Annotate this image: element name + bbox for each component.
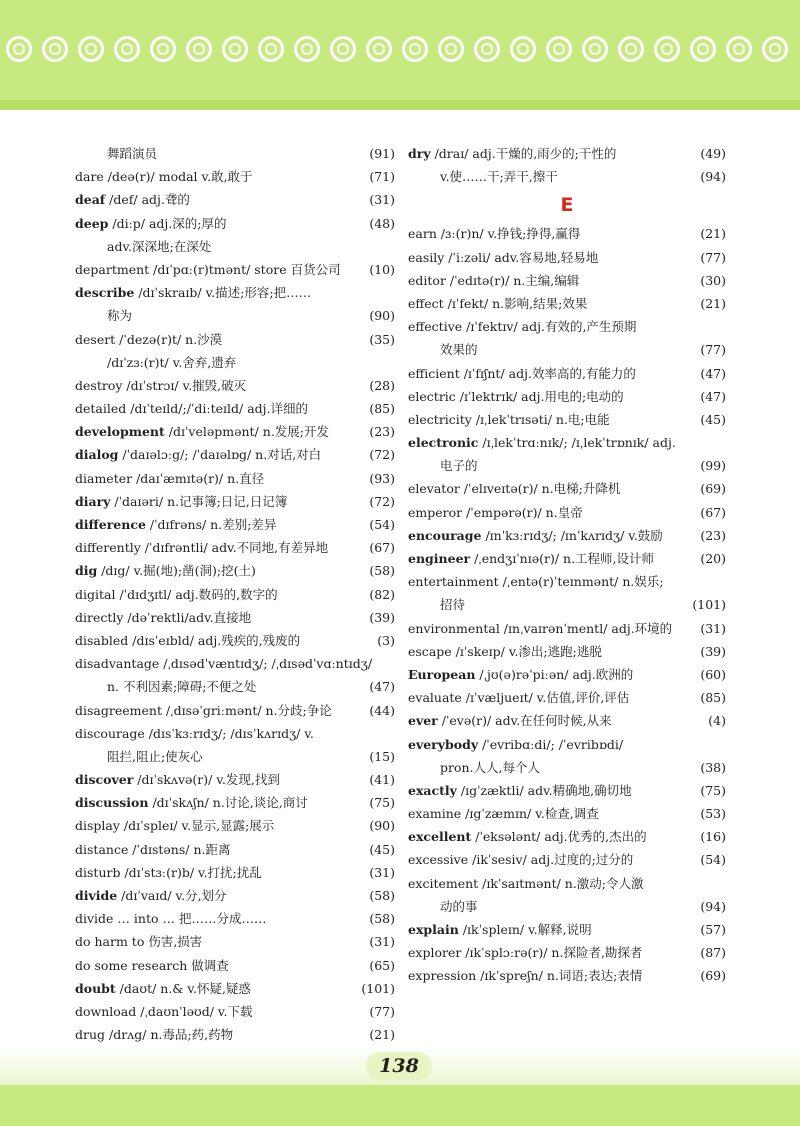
entry-text: easily /ˈiːzəli/ adv.容易地,轻易地 — [408, 249, 599, 265]
glossary-entry — [408, 756, 726, 779]
entry-text: examine /ɪgˈzæmɪn/ v.检查,调查 — [408, 806, 599, 822]
entry-text: deep /diːp/ adj.深的;厚的 — [75, 215, 227, 231]
entry-text: detailed /dɪˈteɪld/;/ˈdiːteɪld/ adj.详细的 — [75, 401, 308, 417]
glossary-entry — [75, 814, 395, 837]
entry-page-ref: (101) — [361, 980, 395, 996]
glossary-entry — [75, 606, 395, 629]
entry-text: explain /ɪkˈspleɪn/ v.解释,说明 — [408, 922, 592, 937]
glossary-entry — [75, 745, 395, 768]
entry-page-ref: (23) — [700, 527, 726, 543]
glossary-entry — [408, 524, 726, 547]
glossary-entry — [75, 1023, 395, 1046]
entry-text: doubt /daʊt/ n.& v.怀疑,疑惑 — [75, 980, 251, 996]
entry-text: earn /ɜː(r)n/ v.挣钱;挣得,赢得 — [408, 226, 581, 242]
ring-icon — [294, 36, 320, 62]
entry-text: development /dɪˈveləpmənt/ n.发展;开发 — [75, 424, 330, 440]
entry-page-ref: (53) — [700, 806, 726, 822]
headword: divide — [75, 888, 118, 903]
entry-text: encourage /ɪnˈkɜːrɪdʒ/; /ɪnˈkʌrɪdʒ/ v.鼓励 — [408, 527, 663, 543]
section-letter-e: E — [560, 194, 574, 217]
headword: ever — [408, 713, 438, 729]
glossary-entry — [408, 292, 726, 315]
glossary-entry — [408, 617, 726, 640]
glossary-entry — [408, 385, 726, 408]
header-band-lower — [0, 100, 800, 110]
entry-text: difference /ˈdɪfrəns/ n.差别;差异 — [75, 517, 277, 532]
entry-page-ref: (47) — [700, 365, 726, 381]
entry-page-ref: (31) — [369, 192, 395, 208]
glossary-entry — [75, 374, 395, 397]
glossary-entry — [408, 895, 726, 918]
page-number: 138 — [366, 1052, 432, 1080]
glossary-entry — [75, 258, 395, 281]
entry-text: 动的事 — [440, 898, 478, 914]
ring-icon — [762, 36, 788, 62]
entry-text: engineer /ˌendʒɪˈnɪə(r)/ n.工程师,设计师 — [408, 551, 655, 566]
headword: dry — [408, 146, 431, 161]
entry-text: 电子的 — [440, 458, 478, 474]
glossary-entry — [75, 861, 395, 884]
entry-text: deaf /def/ adj.聋的 — [75, 192, 190, 208]
glossary-entry — [408, 964, 726, 987]
entry-page-ref: (35) — [369, 331, 395, 347]
entry-page-ref: (75) — [700, 782, 726, 798]
entry-text: environmental /ɪnˌvaɪrənˈmentl/ adj.环境的 — [408, 620, 673, 636]
headword: dialog — [75, 447, 119, 463]
headword: deep — [75, 215, 109, 231]
glossary-entry — [408, 431, 726, 454]
ring-icon — [222, 36, 248, 62]
entry-text: divide /dɪˈvaɪd/ v.分,划分 — [75, 888, 227, 903]
headword: European — [408, 666, 476, 682]
entry-page-ref: (47) — [369, 679, 395, 695]
glossary-entry — [75, 304, 395, 327]
glossary-entry — [408, 246, 726, 269]
entry-page-ref: (99) — [700, 458, 726, 474]
glossary-entry — [408, 686, 726, 709]
entry-text: 效果的 — [440, 342, 478, 358]
entry-text: do some research 做调查 — [75, 957, 229, 973]
entry-text: entertainment /ˌentə(r)ˈteɪnmənt/ n.娱乐; — [408, 574, 664, 590]
ring-icon — [330, 36, 356, 62]
glossary-entry — [408, 802, 726, 825]
ring-icon — [438, 36, 464, 62]
glossary-entry — [75, 699, 395, 722]
entry-text: 称为 — [107, 308, 133, 324]
entry-page-ref: (90) — [369, 308, 395, 324]
entry-text: emperor /ˈempərə(r)/ n.皇帝 — [408, 504, 583, 520]
entry-page-ref: (15) — [369, 748, 395, 764]
entry-page-ref: (30) — [700, 272, 726, 288]
entry-page-ref: (87) — [700, 945, 726, 961]
entry-page-ref: (60) — [700, 666, 726, 682]
glossary-entry — [75, 722, 395, 745]
entry-page-ref: (65) — [369, 957, 395, 973]
glossary-entry — [408, 547, 726, 570]
entry-page-ref: (94) — [700, 169, 726, 185]
entry-text: everybody /ˈevribɑːdi/; /ˈevribɒdi/ — [408, 736, 624, 752]
entry-text: efficient /ɪˈfɪʃnt/ adj.效率高的,有能力的 — [408, 365, 636, 381]
ring-icon — [546, 36, 572, 62]
glossary-entry — [75, 467, 395, 490]
headword: dig — [75, 563, 98, 579]
glossary-entry — [75, 165, 395, 188]
glossary-entry — [75, 675, 395, 698]
ring-icon — [690, 36, 716, 62]
entry-text: expression /ɪkˈspreʃn/ n.词语;表达;表情 — [408, 968, 643, 984]
ring-icon — [78, 36, 104, 62]
glossary-entry — [75, 328, 395, 351]
headword: difference — [75, 517, 146, 532]
headword: engineer — [408, 551, 471, 566]
entry-text: adv.深深地;在深处 — [107, 238, 212, 254]
ring-icon — [366, 36, 392, 62]
headword: explain — [408, 922, 459, 937]
glossary-entry — [75, 884, 395, 907]
entry-text: differently /ˈdɪfrəntli/ adv.不同地,有差异地 — [75, 540, 329, 556]
headword: encourage — [408, 527, 482, 543]
glossary-entry — [75, 397, 395, 420]
glossary-entry — [408, 593, 726, 616]
glossary-entry — [75, 930, 395, 953]
entry-page-ref: (69) — [700, 968, 726, 984]
entry-text: divide … into … 把……分成…… — [75, 911, 267, 927]
entry-text: effective /ɪˈfektɪv/ adj.有效的,产生预期 — [408, 319, 637, 335]
glossary-entry — [75, 142, 395, 165]
entry-page-ref: (93) — [369, 470, 395, 486]
entry-page-ref: (23) — [369, 424, 395, 440]
entry-text: pron.人人,每个人 — [440, 759, 541, 775]
entry-text: do harm to 伤害,损害 — [75, 934, 203, 950]
glossary-entry — [408, 848, 726, 871]
entry-page-ref: (4) — [708, 713, 726, 729]
entry-text: effect /ɪˈfekt/ n.影响,结果;效果 — [408, 295, 588, 311]
glossary-entry — [408, 663, 726, 686]
entry-page-ref: (39) — [369, 609, 395, 625]
glossary-entry — [408, 733, 726, 756]
entry-text: electricity /ɪˌlekˈtrɪsəti/ n.电;电能 — [408, 411, 610, 427]
glossary-entry — [75, 977, 395, 1000]
entry-page-ref: (71) — [369, 169, 395, 185]
glossary-entry — [75, 629, 395, 652]
glossary-entry — [408, 779, 726, 802]
ring-icon — [6, 36, 32, 62]
entry-page-ref: (58) — [369, 911, 395, 927]
ring-icon — [510, 36, 536, 62]
glossary-entry — [408, 501, 726, 524]
entry-text: directly /dəˈrektli/adv.直接地 — [75, 609, 252, 625]
entry-text: disturb /dɪˈstɜː(r)b/ v.打扰;扰乱 — [75, 864, 262, 880]
entry-page-ref: (16) — [700, 829, 726, 845]
entry-text: display /dɪˈspleɪ/ v.显示,显露;展示 — [75, 818, 275, 834]
glossary-entry — [75, 907, 395, 930]
glossary-entry — [408, 640, 726, 663]
headword: development — [75, 424, 165, 440]
headword: diary — [75, 493, 111, 509]
entry-text: destroy /dɪˈstrɔɪ/ v.摧毁,破灭 — [75, 377, 247, 393]
glossary-entry — [75, 838, 395, 861]
entry-page-ref: (45) — [369, 841, 395, 857]
entry-text: desert /ˈdezə(r)t/ n.沙漠 — [75, 331, 223, 347]
glossary-entry — [408, 408, 726, 431]
glossary-entry — [75, 791, 395, 814]
entry-text: evaluate /ɪˈvæljueɪt/ v.估值,评价,评估 — [408, 690, 630, 706]
entry-page-ref: (54) — [700, 852, 726, 868]
glossary-entry — [75, 536, 395, 559]
glossary-entry — [75, 420, 395, 443]
entry-page-ref: (48) — [369, 215, 395, 231]
entry-page-ref: (72) — [369, 493, 395, 509]
glossary-entry — [75, 1000, 395, 1023]
glossary-entry — [408, 918, 726, 941]
entry-page-ref: (91) — [369, 146, 395, 161]
entry-text: v.使……干;弄干,擦干 — [440, 169, 558, 185]
entry-text: excitement /ɪkˈsaɪtmənt/ n.激动;令人激 — [408, 875, 644, 891]
headword: discussion — [75, 795, 149, 811]
headword: exactly — [408, 782, 457, 798]
entry-page-ref: (38) — [700, 759, 726, 775]
entry-page-ref: (45) — [700, 411, 726, 427]
ring-icon — [42, 36, 68, 62]
glossary-entry — [408, 825, 726, 848]
entry-text: dialog /ˈdaɪəlɔːg/; /ˈdaɪəlɒg/ n.对话,对白 — [75, 447, 322, 463]
headword: doubt — [75, 980, 116, 996]
entry-text: discussion /dɪˈskʌʃn/ n.讨论,谈论,商讨 — [75, 795, 308, 811]
entry-page-ref: (54) — [369, 517, 395, 532]
glossary-entry — [75, 652, 395, 675]
entry-text: digital /ˈdɪdʒɪtl/ adj.数码的,数字的 — [75, 586, 278, 602]
entry-page-ref: (75) — [369, 795, 395, 811]
entry-page-ref: (77) — [369, 1003, 395, 1019]
entry-page-ref: (39) — [700, 643, 726, 659]
headword: electronic — [408, 435, 479, 451]
glossary-entry — [408, 338, 726, 361]
entry-text: describe /dɪˈskraɪb/ v.描述;形容;把…… — [75, 285, 312, 301]
entry-text: excessive /ikˈsesiv/ adj.过度的;过分的 — [408, 852, 634, 868]
glossary-entry — [75, 212, 395, 235]
entry-text: editor /ˈedɪtə(r)/ n.主编,编辑 — [408, 272, 580, 288]
entry-page-ref: (94) — [700, 898, 726, 914]
entry-text: disabled /dɪsˈeɪbld/ adj.残疾的,残废的 — [75, 632, 301, 648]
headword: everybody — [408, 736, 479, 752]
glossary-entry — [408, 315, 726, 338]
entry-page-ref: (58) — [369, 563, 395, 579]
right-column — [408, 142, 726, 988]
ring-icon — [618, 36, 644, 62]
entry-page-ref: (28) — [369, 377, 395, 393]
entry-text: dry /draɪ/ adj.干燥的,雨少的;干性的 — [408, 146, 617, 161]
entry-page-ref: (57) — [700, 922, 726, 937]
entry-page-ref: (82) — [369, 586, 395, 602]
entry-page-ref: (31) — [700, 620, 726, 636]
entry-page-ref: (49) — [700, 146, 726, 161]
entry-page-ref: (85) — [700, 690, 726, 706]
headword: excellent — [408, 829, 472, 845]
entry-text: dig /dɪg/ v.掘(地);凿(洞);挖(土) — [75, 563, 256, 579]
glossary-entry — [408, 941, 726, 964]
glossary-entry — [408, 709, 726, 732]
entry-text: distance /ˈdɪstəns/ n.距离 — [75, 841, 231, 857]
entry-page-ref: (67) — [369, 540, 395, 556]
entry-page-ref: (20) — [700, 551, 726, 566]
entry-page-ref: (31) — [369, 864, 395, 880]
ring-icon — [258, 36, 284, 62]
entry-text: explorer /ɪkˈsplɔːrə(r)/ n.探险者,勘探者 — [408, 945, 643, 961]
entry-text: European /ˌjʊ(ə)rəˈpiːən/ adj.欧洲的 — [408, 666, 634, 682]
entry-text: diary /ˈdaɪəri/ n.记事簿;日记,日记簿 — [75, 493, 288, 509]
entry-text: dare /deə(r)/ modal v.敢,敢于 — [75, 169, 253, 185]
glossary-entry — [75, 583, 395, 606]
entry-text: download /ˌdaʊnˈləʊd/ v.下载 — [75, 1003, 253, 1019]
footer-band — [0, 1085, 800, 1126]
entry-page-ref: (69) — [700, 481, 726, 497]
entry-text: electric /ɪˈlektrɪk/ adj.用电的;电动的 — [408, 388, 624, 404]
entry-text: discover /dɪˈskʌvə(r)/ v.发现,找到 — [75, 772, 280, 788]
entry-page-ref: (21) — [369, 1027, 395, 1043]
ring-icon — [654, 36, 680, 62]
ring-icon — [726, 36, 752, 62]
glossary-entry — [75, 768, 395, 791]
glossary-entry — [408, 222, 726, 245]
glossary-entry — [408, 142, 726, 165]
headword: deaf — [75, 192, 106, 208]
entry-page-ref: (3) — [377, 632, 395, 648]
entry-text: drug /drʌg/ n.毒品;药,药物 — [75, 1027, 234, 1043]
entry-page-ref: (67) — [700, 504, 726, 520]
glossary-entry — [75, 513, 395, 536]
glossary-entry — [75, 559, 395, 582]
glossary-entry — [75, 281, 395, 304]
entry-page-ref: (47) — [700, 388, 726, 404]
entry-page-ref: (21) — [700, 295, 726, 311]
glossary-entry — [408, 872, 726, 895]
glossary-entry — [75, 351, 395, 374]
entry-page-ref: (10) — [369, 261, 395, 277]
entry-text: exactly /ɪgˈzæktli/ adv.精确地,确切地 — [408, 782, 632, 798]
ring-icon — [114, 36, 140, 62]
entry-text: 舞蹈演员 — [107, 146, 158, 161]
entry-text: electronic /ɪˌlekˈtrɑːnɪk/; /ɪˌlekˈtrɒnɪk/ adj. — [408, 435, 676, 451]
ring-icon — [582, 36, 608, 62]
entry-text: /dɪˈzɜː(r)t/ v.舍弃,遗弃 — [107, 354, 237, 370]
entry-page-ref: (77) — [700, 249, 726, 265]
headword: describe — [75, 285, 135, 301]
glossary-entry — [75, 235, 395, 258]
entry-page-ref: (77) — [700, 342, 726, 358]
entry-page-ref: (21) — [700, 226, 726, 242]
glossary-entry — [75, 188, 395, 211]
entry-text: escape /ɪˈskeɪp/ v.渗出;逃跑;逃脱 — [408, 643, 602, 659]
glossary-entry — [75, 490, 395, 513]
glossary-entry — [408, 165, 726, 188]
entry-page-ref: (41) — [369, 772, 395, 788]
entry-text: disagreement /ˌdɪsəˈgriːmənt/ n.分歧;争论 — [75, 702, 332, 718]
entry-text: discourage /dɪsˈkɜːrɪdʒ/; /dɪsˈkʌrɪdʒ/ v. — [75, 725, 314, 741]
glossary-entry — [408, 362, 726, 385]
ring-icon — [150, 36, 176, 62]
entry-text: disadvantage /ˌdɪsədˈvæntɪdʒ/; /ˌdɪsədˈvɑːntɪdʒ/ — [75, 656, 373, 672]
entry-text: department /dɪˈpɑː(r)tmənt/ store 百货公司 — [75, 261, 341, 277]
entry-page-ref: (31) — [369, 934, 395, 950]
entry-page-ref: (101) — [692, 597, 726, 613]
glossary-entry — [75, 443, 395, 466]
entry-page-ref: (44) — [369, 702, 395, 718]
entry-text: excellent /ˈeksələnt/ adj.优秀的,杰出的 — [408, 829, 647, 845]
headword: discover — [75, 772, 134, 788]
entry-page-ref: (72) — [369, 447, 395, 463]
glossary-entry — [408, 454, 726, 477]
glossary-entry — [408, 570, 726, 593]
entry-page-ref: (85) — [369, 401, 395, 417]
entry-text: n. 不利因素;障碍;不便之处 — [107, 679, 257, 695]
ring-icon — [186, 36, 212, 62]
entry-text: 招待 — [440, 597, 466, 613]
glossary-entry — [75, 954, 395, 977]
glossary-entry — [408, 269, 726, 292]
entry-text: ever /ˈevə(r)/ adv.在任何时候,从来 — [408, 713, 612, 729]
entry-text: elevator /ˈelɪveɪtə(r)/ n.电梯;升降机 — [408, 481, 621, 497]
entry-page-ref: (90) — [369, 818, 395, 834]
entry-page-ref: (58) — [369, 888, 395, 903]
entry-text: diameter /daɪˈæmɪtə(r)/ n.直径 — [75, 470, 265, 486]
entry-text: 阻拦,阻止;使灰心 — [107, 748, 203, 764]
ring-icon — [402, 36, 428, 62]
decorative-rings — [6, 36, 796, 72]
glossary-entry — [408, 477, 726, 500]
ring-icon — [474, 36, 500, 62]
left-column — [75, 142, 395, 1046]
